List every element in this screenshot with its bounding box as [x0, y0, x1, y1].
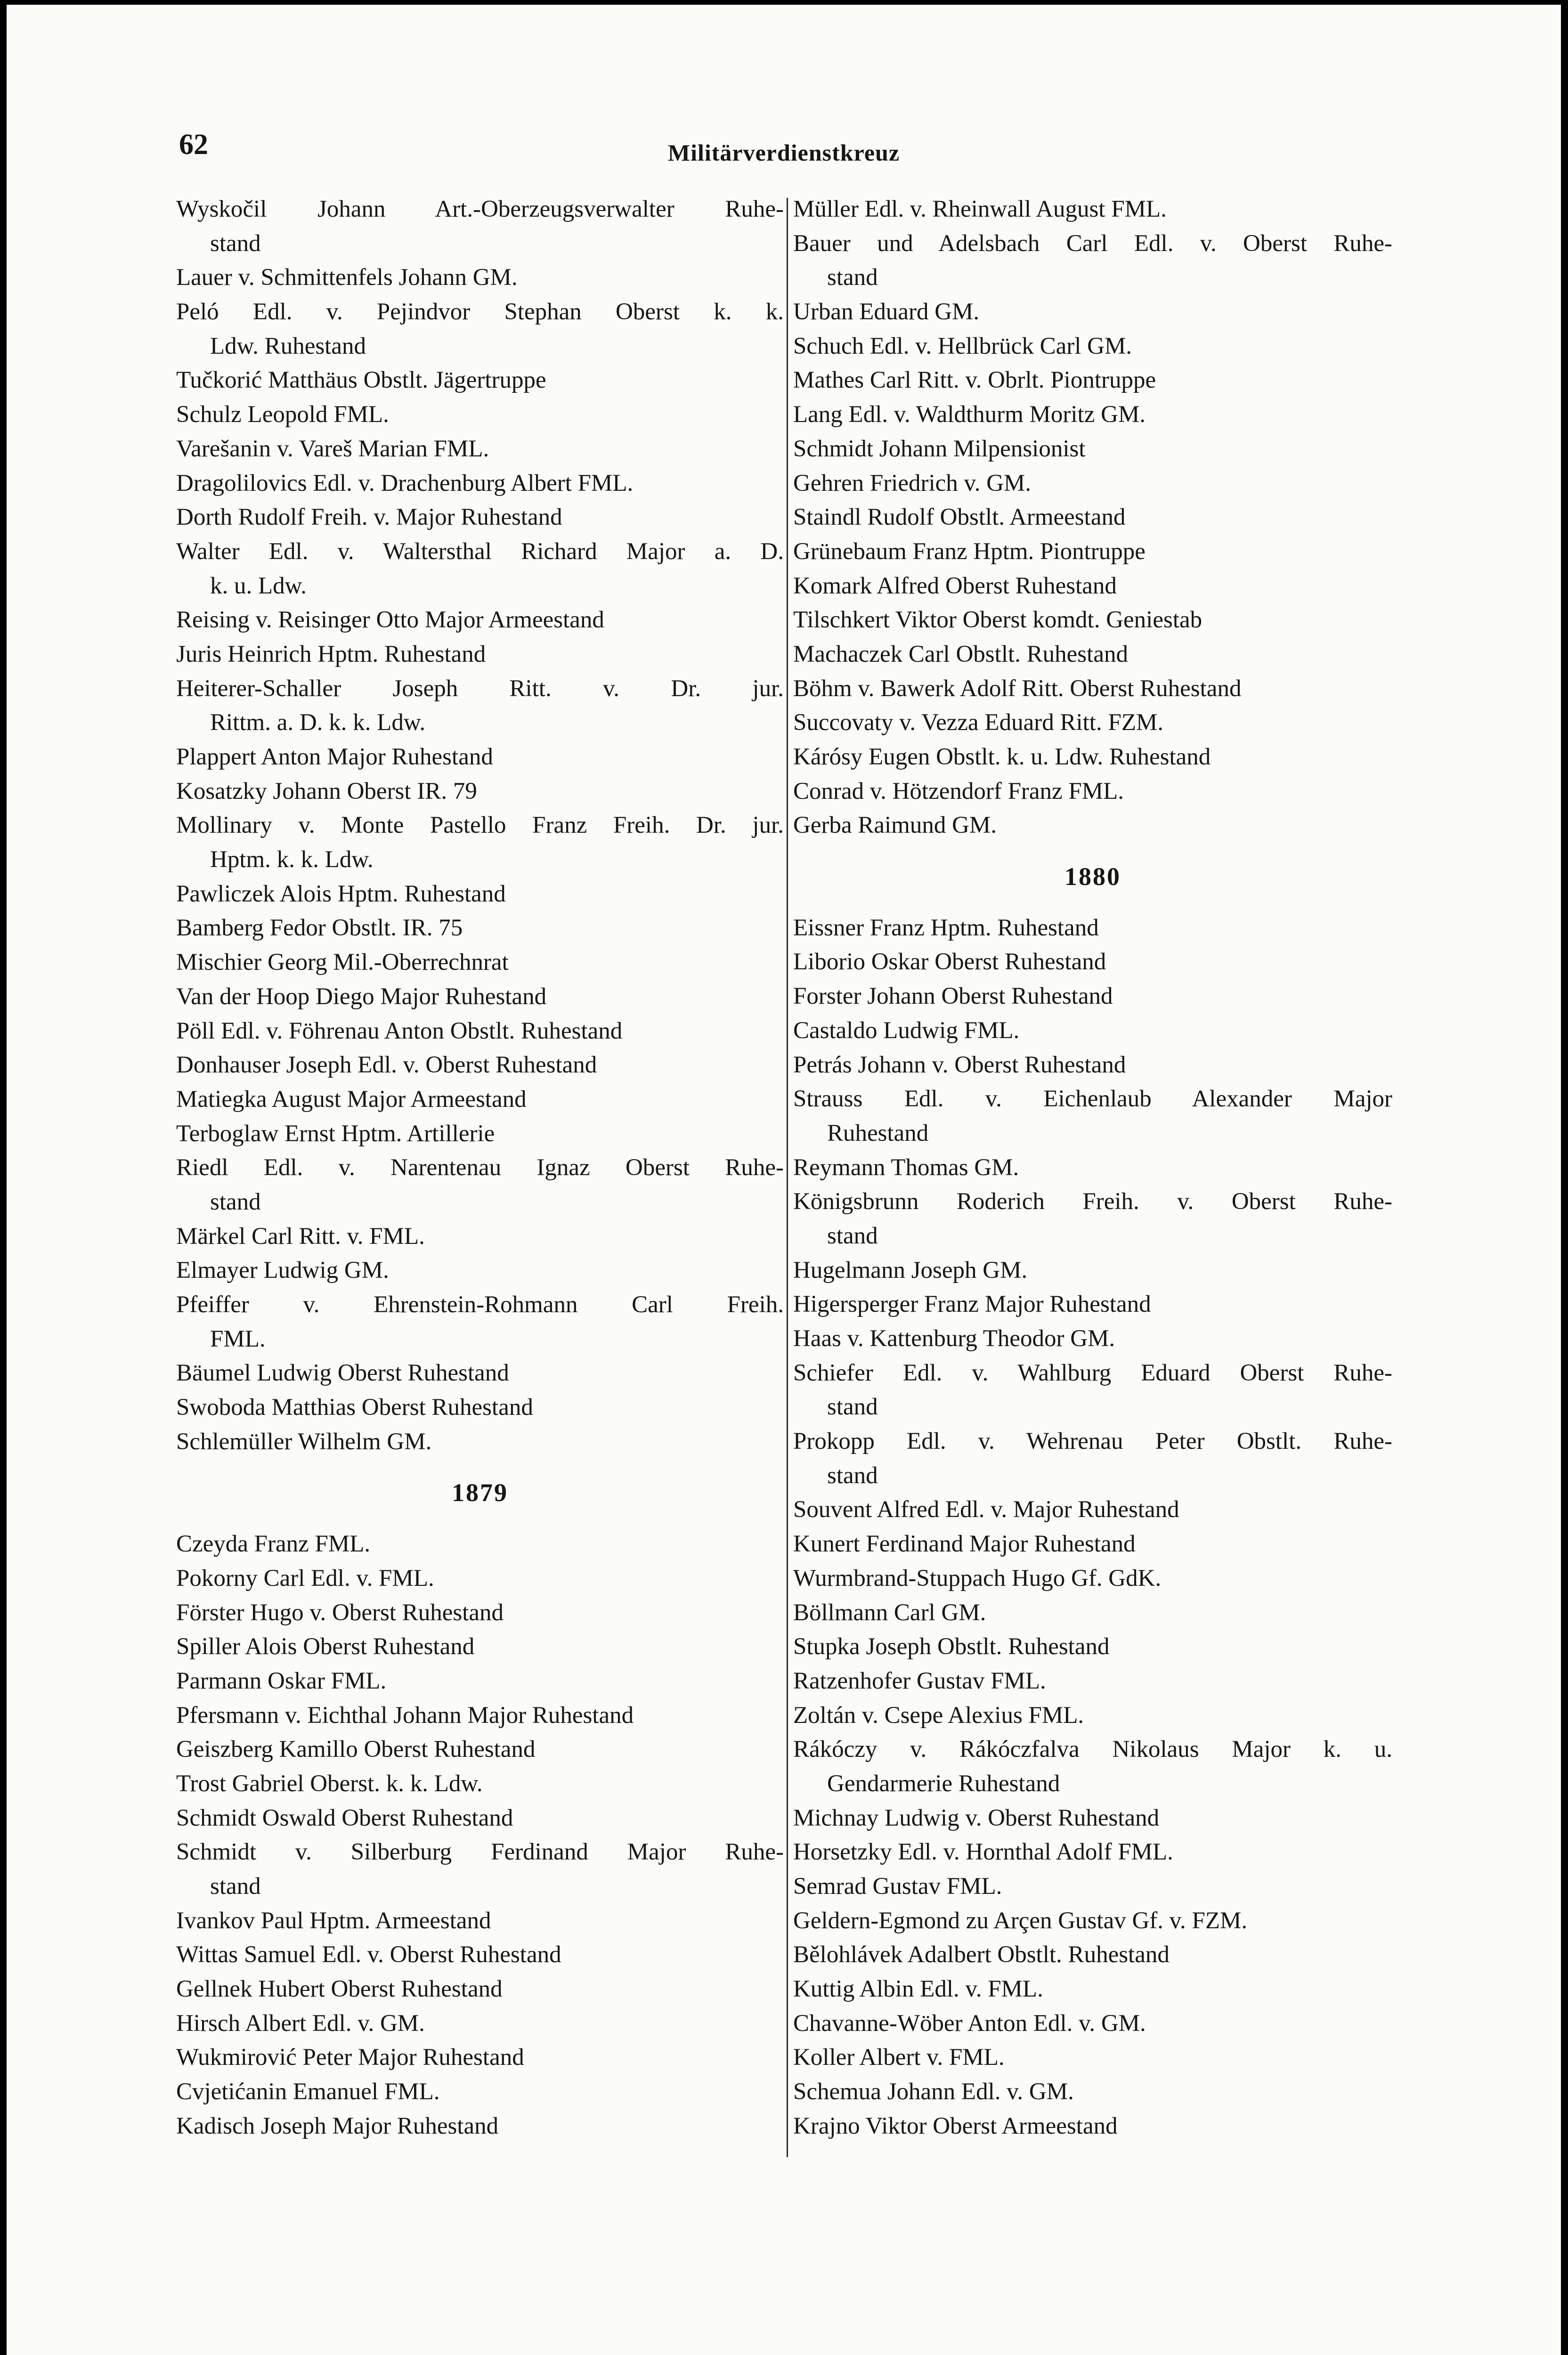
list-item: Hptm. k. k. Ldw. — [210, 846, 374, 873]
list-item: Reising v. Reisinger Otto Major Armeestand — [176, 607, 604, 633]
list-item: Dorth Rudolf Freih. v. Major Ruhestand — [176, 504, 562, 531]
list-item: Koller Albert v. FML. — [793, 2044, 1005, 2071]
list-item: Spiller Alois Oberst Ruhestand — [176, 1633, 475, 1660]
list-item: stand — [210, 1188, 261, 1215]
list-item: Cvjetićanin Emanuel FML. — [176, 2079, 440, 2105]
list-item: Schiefer Edl. v. Wahlburg Eduard Oberst Ruhe- — [793, 1359, 1392, 1386]
list-item: Horsetzky Edl. v. Hornthal Adolf FML. — [793, 1839, 1173, 1866]
list-item: Grünebaum Franz Hptm. Piontruppe — [793, 538, 1146, 565]
page-number: 62 — [179, 129, 208, 161]
list-item: Zoltán v. Csepe Alexius FML. — [793, 1702, 1084, 1729]
list-item: Elmayer Ludwig GM. — [176, 1257, 389, 1284]
list-item: Schuch Edl. v. Hellbrück Carl GM. — [793, 333, 1132, 359]
list-item: Mischier Georg Mil.-Oberrechnrat — [176, 949, 509, 976]
list-item: Machaczek Carl Obstlt. Ruhestand — [793, 641, 1128, 667]
list-item: Reymann Thomas GM. — [793, 1154, 1019, 1181]
list-item: Michnay Ludwig v. Oberst Ruhestand — [793, 1804, 1160, 1831]
list-item: Tučkorić Matthäus Obstlt. Jägertruppe — [176, 367, 546, 394]
list-item: Staindl Rudolf Obstlt. Armeestand — [793, 504, 1126, 531]
list-item: Müller Edl. v. Rheinwall August FML. — [793, 196, 1167, 222]
right-entries — [793, 192, 1392, 843]
list-item: Pawliczek Alois Hptm. Ruhestand — [176, 880, 506, 907]
list-item: Donhauser Joseph Edl. v. Oberst Ruhestand — [176, 1052, 597, 1079]
list-item: Gendarmerie Ruhestand — [827, 1770, 1060, 1797]
list-item: Wukmirović Peter Major Ruhestand — [176, 2044, 524, 2071]
list-item: Kárósy Eugen Obstlt. k. u. Ldw. Ruhestand — [793, 744, 1211, 770]
list-item: Tilschkert Viktor Oberst komdt. Geniestab — [793, 607, 1202, 633]
section-spacer — [176, 1459, 784, 1476]
section-spacer — [793, 894, 1392, 911]
list-item: FML. — [210, 1325, 266, 1352]
list-item: Geldern-Egmond zu Arçen Gustav Gf. v. FZM. — [793, 1907, 1248, 1934]
list-item: Souvent Alfred Edl. v. Major Ruhestand — [793, 1496, 1179, 1523]
right-column — [793, 192, 1392, 2144]
entries-1879 — [176, 1527, 784, 2143]
list-item: Haas v. Kattenburg Theodor GM. — [793, 1325, 1115, 1352]
list-item: Succovaty v. Vezza Eduard Ritt. FZM. — [793, 709, 1164, 736]
section-spacer — [176, 1510, 784, 1527]
running-head: Militärverdienstkreuz — [667, 139, 900, 166]
list-item: Parmann Oskar FML. — [176, 1667, 387, 1694]
list-item: Bäumel Ludwig Oberst Ruhestand — [176, 1360, 509, 1387]
list-item: Pokorny Carl Edl. v. FML. — [176, 1565, 434, 1592]
column-divider — [787, 198, 788, 2157]
list-item: Chavanne-Wöber Anton Edl. v. GM. — [793, 2010, 1146, 2037]
list-item: Matiegka August Major Armeestand — [176, 1086, 527, 1113]
list-item: k. u. Ldw. — [210, 572, 307, 599]
list-item: Geiszberg Kamillo Oberst Ruhestand — [176, 1736, 536, 1763]
list-item: Schmidt Oswald Oberst Ruhestand — [176, 1804, 513, 1831]
list-item: Stupka Joseph Obstlt. Ruhestand — [793, 1633, 1110, 1660]
list-item: stand — [210, 230, 261, 257]
list-item: Lauer v. Schmittenfels Johann GM. — [176, 264, 518, 291]
list-item: Gellnek Hubert Oberst Ruhestand — [176, 1976, 503, 2003]
list-item: Peló Edl. v. Pejindvor Stephan Oberst k. k. — [176, 299, 784, 325]
list-item: Böllmann Carl GM. — [793, 1599, 986, 1626]
list-item: Juris Heinrich Hptm. Ruhestand — [176, 641, 486, 667]
list-item: Pfersmann v. Eichthal Johann Major Ruhestand — [176, 1702, 634, 1729]
list-item: Van der Hoop Diego Major Ruhestand — [176, 983, 547, 1010]
list-item: Förster Hugo v. Oberst Ruhestand — [176, 1599, 504, 1626]
left-column — [176, 192, 784, 2144]
list-item: Komark Alfred Oberst Ruhestand — [793, 572, 1117, 599]
list-item: Schmidt v. Silberburg Ferdinand Major Ruhe- — [176, 1839, 784, 1866]
list-item: Varešanin v. Vareš Marian FML. — [176, 435, 489, 462]
list-item: Rittm. a. D. k. k. Ldw. — [210, 709, 426, 736]
list-item: Pöll Edl. v. Föhrenau Anton Obstlt. Ruhestand — [176, 1017, 623, 1044]
list-item: Terboglaw Ernst Hptm. Artillerie — [176, 1120, 495, 1147]
list-item: Ruhestand — [827, 1120, 929, 1146]
list-item: Mollinary v. Monte Pastello Franz Freih. Dr. jur. — [176, 812, 784, 839]
list-item: Eissner Franz Hptm. Ruhestand — [793, 914, 1099, 941]
list-item: Pfeiffer v. Ehrenstein-Rohmann Carl Freih. — [176, 1291, 784, 1318]
list-item: Kadisch Joseph Major Ruhestand — [176, 2112, 499, 2139]
list-item: stand — [827, 1462, 878, 1489]
list-item: Semrad Gustav FML. — [793, 1873, 1002, 1900]
list-item: Schemua Johann Edl. v. GM. — [793, 2079, 1074, 2105]
year-heading-1880: 1880 — [1064, 862, 1121, 891]
list-item: Heiterer-Schaller Joseph Ritt. v. Dr. jur. — [176, 675, 784, 702]
list-item: Kunert Ferdinand Major Ruhestand — [793, 1531, 1136, 1558]
list-item: Wittas Samuel Edl. v. Oberst Ruhestand — [176, 1941, 561, 1968]
list-item: Schulz Leopold FML. — [176, 401, 389, 428]
list-item: Kuttig Albin Edl. v. FML. — [793, 1976, 1043, 2003]
list-item: Hugelmann Joseph GM. — [793, 1257, 1028, 1283]
list-item: Kosatzky Johann Oberst IR. 79 — [176, 778, 477, 804]
list-item: Märkel Carl Ritt. v. FML. — [176, 1223, 425, 1250]
list-item: Swoboda Matthias Oberst Ruhestand — [176, 1394, 533, 1421]
list-item: Prokopp Edl. v. Wehrenau Peter Obstlt. Ruhe- — [793, 1428, 1392, 1455]
list-item: Dragolilovics Edl. v. Drachenburg Albert FML. — [176, 470, 634, 496]
list-item: Gerba Raimund GM. — [793, 812, 997, 839]
book-page — [7, 5, 1561, 2355]
list-item: Schmidt Johann Milpensionist — [793, 435, 1086, 462]
list-item: Rákóczy v. Rákóczfalva Nikolaus Major k. u. — [793, 1736, 1392, 1763]
list-item: Ldw. Ruhestand — [210, 333, 366, 359]
entries-1880 — [793, 911, 1392, 2144]
list-item: Bamberg Fedor Obstlt. IR. 75 — [176, 915, 463, 942]
list-item: Mathes Carl Ritt. v. Obrlt. Piontruppe — [793, 367, 1156, 394]
list-item: Castaldo Ludwig FML. — [793, 1017, 1020, 1044]
list-item: Walter Edl. v. Waltersthal Richard Major a. D. — [176, 538, 784, 565]
year-heading-1879: 1879 — [452, 1478, 508, 1507]
list-item: Ratzenhofer Gustav FML. — [793, 1667, 1046, 1694]
list-item: Czeyda Franz FML. — [176, 1531, 371, 1558]
list-item: Forster Johann Oberst Ruhestand — [793, 983, 1113, 1010]
list-item: Higersperger Franz Major Ruhestand — [793, 1291, 1151, 1318]
list-item: Schlemüller Wilhelm GM. — [176, 1428, 432, 1455]
list-item: Conrad v. Hötzendorf Franz FML. — [793, 778, 1124, 804]
section-spacer — [793, 843, 1392, 860]
list-item: Bauer und Adelsbach Carl Edl. v. Oberst Ruhe- — [793, 230, 1392, 257]
list-item: Liborio Oskar Oberst Ruhestand — [793, 949, 1106, 975]
list-item: Trost Gabriel Oberst. k. k. Ldw. — [176, 1770, 483, 1797]
left-entries — [176, 192, 784, 1459]
list-item: Strauss Edl. v. Eichenlaub Alexander Major — [793, 1086, 1392, 1113]
list-item: Riedl Edl. v. Narentenau Ignaz Oberst Ruhe- — [176, 1154, 784, 1181]
list-item: stand — [827, 1222, 878, 1249]
list-item: Wyskočil Johann Art.-Oberzeugsverwalter Ruhe- — [176, 196, 784, 222]
list-item: Ivankov Paul Hptm. Armeestand — [176, 1907, 491, 1934]
list-item: Plappert Anton Major Ruhestand — [176, 744, 493, 770]
list-item: Bělohlávek Adalbert Obstlt. Ruhestand — [793, 1941, 1170, 1968]
list-item: stand — [827, 264, 878, 291]
list-item: stand — [827, 1394, 878, 1421]
list-item: Hirsch Albert Edl. v. GM. — [176, 2010, 425, 2037]
list-item: Lang Edl. v. Waldthurm Moritz GM. — [793, 401, 1146, 428]
list-item: Gehren Friedrich v. GM. — [793, 470, 1032, 496]
list-item: Petrás Johann v. Oberst Ruhestand — [793, 1051, 1126, 1078]
list-item: Böhm v. Bawerk Adolf Ritt. Oberst Ruhestand — [793, 675, 1242, 702]
list-item: stand — [210, 1873, 261, 1900]
list-item: Krajno Viktor Oberst Armeestand — [793, 2112, 1118, 2139]
list-item: Königsbrunn Roderich Freih. v. Oberst Ruhe- — [793, 1188, 1392, 1215]
list-item: Wurmbrand-Stuppach Hugo Gf. GdK. — [793, 1565, 1162, 1592]
list-item: Urban Eduard GM. — [793, 299, 980, 325]
